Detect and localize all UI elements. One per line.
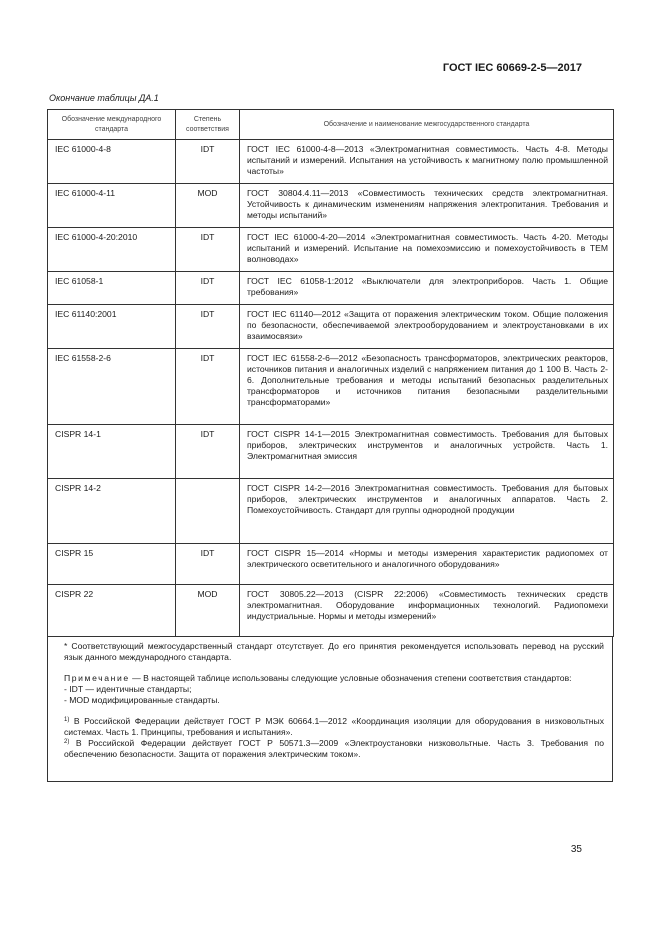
table-header-row [48, 110, 614, 140]
degree-cell: IDT [176, 140, 240, 184]
table-row [48, 140, 614, 184]
interstate-standard-cell: ГОСТ IEC 61058-1:2012 «Выключатели для электроприборов. Часть 1. Общие требования» [240, 272, 614, 305]
degree-cell: IDT [176, 305, 240, 349]
interstate-standard-cell: ГОСТ CISPR 14-1—2015 Электромагнитная совместимость. Требования для бытовых приборов, электрических инструментов и аналогичных устройств. Часть 1. Электромагнитная эмиссия [240, 425, 614, 479]
table-row [48, 349, 614, 425]
table-row [48, 228, 614, 272]
international-standard-cell: CISPR 22 [48, 585, 176, 637]
table-caption: Окончание таблицы ДА.1 [49, 93, 159, 103]
note-paragraph [64, 673, 604, 684]
degree-cell: MOD [176, 184, 240, 228]
table-row [48, 272, 614, 305]
note-text: — В настоящей таблице использованы следующие условные обозначения степени соответствия стандартов: [129, 673, 572, 683]
degree-cell: MOD [176, 585, 240, 637]
note-label: Примечание [64, 673, 130, 683]
interstate-standard-cell: ГОСТ IEC 61000-4-20—2014 «Электромагнитная совместимость. Часть 4-20. Методы испытаний и измерений. Испытание на помехоэмиссию и помехоустойчивость в ТЕМ волноводах» [240, 228, 614, 272]
international-standard-cell: IEC 61000-4-20:2010 [48, 228, 176, 272]
footnote-star: * Соответствующий межгосударственный стандарт отсутствует. До его принятия рекомендуется использовать перевод на русский язык данного международного стандарта. [64, 641, 604, 662]
footnote-2-mark: 2) [64, 739, 70, 745]
table-row [48, 184, 614, 228]
international-standard-cell: CISPR 14-1 [48, 425, 176, 479]
interstate-standard-cell: ГОСТ 30805.22—2013 (CISPR 22:2006) «Совместимость технических средств электромагнитная. Оборудование информационных технологий. Радиопомехи индустриальные. Нормы и методы измерений» [240, 585, 614, 637]
degree-cell: IDT [176, 228, 240, 272]
international-standard-cell: IEC 61000-4-8 [48, 140, 176, 184]
international-standard-cell: IEC 61140:2001 [48, 305, 176, 349]
interstate-standard-cell: ГОСТ IEC 61140—2012 «Защита от поражения электрическим током. Общие положения по безопасности, обеспечиваемой электрооборудованием и электроустановками в их взаимосвязи» [240, 305, 614, 349]
degree-cell: IDT [176, 544, 240, 585]
degree-cell: IDT [176, 272, 240, 305]
degree-cell: IDT [176, 425, 240, 479]
degree-cell [176, 479, 240, 544]
interstate-standard-cell: ГОСТ CISPR 14-2—2016 Электромагнитная совместимость. Требования для бытовых приборов, электрических инструментов и аналогичных аппаратов. Часть 2. Помехоустойчивость. Стандарт для группы однородной продукции [240, 479, 614, 544]
table-row [48, 585, 614, 637]
footnote-1 [64, 716, 604, 738]
standards-table [47, 109, 614, 637]
page-number: 35 [570, 844, 582, 855]
header-degree-of-conformity: Степень соответствия [176, 110, 240, 140]
interstate-standard-cell: ГОСТ 30804.4.11—2013 «Совместимость технических средств электромагнитная. Устойчивость к динамическим изменениям напряжения электропитания. Требования и методы испытаний» [240, 184, 614, 228]
header-international-standard: Обозначение международного стандарта [48, 110, 176, 140]
table-row [48, 479, 614, 544]
international-standard-cell: IEC 61058-1 [48, 272, 176, 305]
idt-legend-item: - IDT — идентичные стандарты; [64, 684, 192, 694]
international-standard-cell: IEC 61558-2-6 [48, 349, 176, 425]
interstate-standard-cell: ГОСТ IEC 61000-4-8—2013 «Электромагнитная совместимость. Часть 4-8. Методы испытаний и измерений. Испытания на устойчивость к магнитному полю промышленной частоты» [240, 140, 614, 184]
header-interstate-standard: Обозначение и наименование межгосударственного стандарта [240, 110, 614, 140]
table-row [48, 425, 614, 479]
international-standard-cell: CISPR 14-2 [48, 479, 176, 544]
footnote-2-text: В Российской Федерации действует ГОСТ Р 50571.3—2009 «Электроустановки низковольтные. Часть 3. Требования по обеспечению безопасности. Защита от поражения электрическим током». [64, 738, 604, 759]
footnote-1-text: В Российской Федерации действует ГОСТ Р МЭК 60664.1—2012 «Координация изоляции для оборудования в низковольтных системах. Часть 1. Принципы, требования и испытания». [64, 716, 604, 737]
mod-legend-item: - MOD модифицированные стандарты. [64, 695, 220, 705]
international-standard-cell: IEC 61000-4-11 [48, 184, 176, 228]
table-notes [47, 637, 613, 782]
document-code: ГОСТ IEC 60669-2-5—2017 [442, 62, 582, 74]
footnote-1-mark: 1) [64, 717, 70, 723]
international-standard-cell: CISPR 15 [48, 544, 176, 585]
interstate-standard-cell: ГОСТ CISPR 15—2014 «Нормы и методы измерения характеристик радиопомех от электрического осветительного и аналогичного оборудования» [240, 544, 614, 585]
table-row [48, 544, 614, 585]
degree-cell: IDT [176, 349, 240, 425]
footnote-2 [64, 738, 604, 760]
interstate-standard-cell: ГОСТ IEC 61558-2-6—2012 «Безопасность трансформаторов, электрических реакторов, источников питания и аналогичных изделий с напряжением питания до 1 100 В. Часть 2-6. Дополнительные требования и методы испытаний безопасных разделительных трансформаторов и источников питания безопасными разделительными трансформаторами» [240, 349, 614, 425]
table-row [48, 305, 614, 349]
